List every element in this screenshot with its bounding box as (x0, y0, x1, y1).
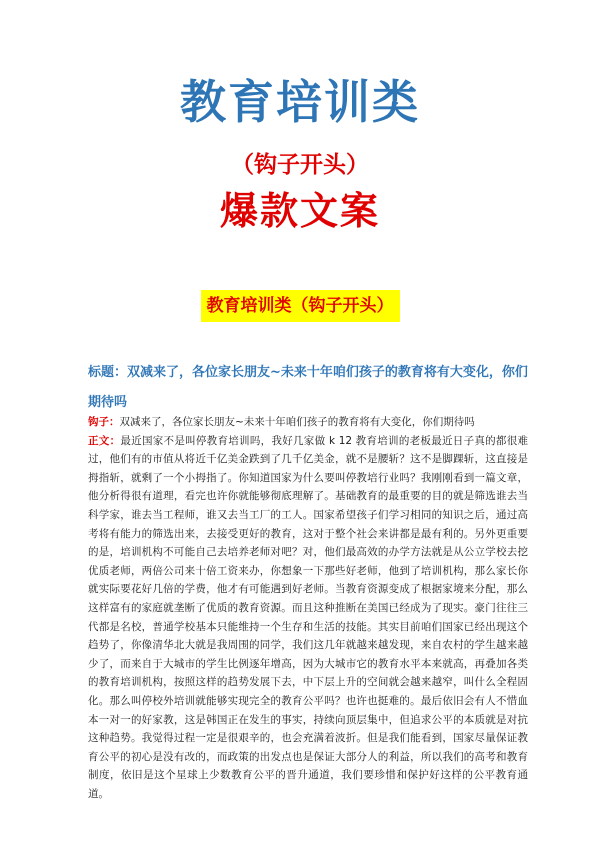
cover-tagline: 爆款文案 (219, 189, 380, 233)
article-text: 最近国家不是叫停教育培训吗，我好几家做 k 12 教育培训的老板最近日子真的都很难过，他们有的市值从将近千亿美金跌到了几千亿美金，就不是腰斩？这不是脚踝斩，这直接是拇指斩，就剩了一个小拇指了。你知道国家为什么要叫停教培行业吗？我刚刚看到一篇文章，他分析得很有道理，看完也许你就能够彻底理解了。基础教育的最重要的目的就是筛选谁去当科学家，谁去当工程师，谁又去当工厂的工人。国家希望孩子们学习相同的知识之后，通过高考将有能力的筛选出来，去接受更好的教育，这对于整个社会来讲都是最有利的。另外更重要的是，培训机构不可能自己去培养老师对吧？对，他们最高效的办学方法就是从公立学校去挖优质老师，两倍公司来十倍工资来办，你想象一下那些好老师，他到了培训机构，那么家长你就实际要花好几倍的学费，他才有可能遇到好老师。当教育资源变成了根据家境来分配，那么这样富有的家庭就垄断了优质的教育资源。而且这种推断在美国已经成为了现实。豪门往往三代都是名校，普通学校基本只能维持一个生存和生活的技能。其实目前咱们国家已经出现这个趋势了，你像清华北大就是我周围的同学，我们这几年就越来越发现，来自农村的学生越来越少了，而来自于大城市的学生比例逐年增高，因为大城市它的教育水平本来就高，再叠加各类的教育培训机构，按照这样的趋势发展下去，中下层上升的空间就会越来越窄，叫什么全程固化。那么叫停校外培训就能够实现完全的教育公平吗？也许也挺难的。最后依旧会有人不惜血本一对一的好家教，这是韩国正在发生的事实，持续向顶层集中，但追求公平的本质就是对抗这种趋势。我觉得过程一定是很艰辛的，也会充满着波折。但是我们能看到，国家尽量保证教育公平的初心是没有改的，而政策的出发点也是保证大部分人的利益，所以我们的高考和教育制度，依旧是这个星球上少数教育公平的晋升通道，我们要珍惜和保护好这样的公平教育通道。 (88, 434, 529, 800)
cover-title: 教育培训类 (180, 75, 420, 129)
hook-label: 钩子： (88, 416, 120, 428)
cover-subtitle: （钩子开头） (231, 152, 369, 178)
section-heading: 教育培训类（钩子开头） (201, 290, 400, 322)
hook-text: 双减来了，各位家长朋友~未来十年咱们孩子的教育将有大变化，你们期待吗 (119, 416, 475, 428)
article-label: 正文： (88, 434, 121, 447)
article-headline: 标题：双减来了，各位家长朋友~未来十年咱们孩子的教育将有大变化，你们期待吗 (88, 365, 528, 410)
section-heading-wrap (0, 290, 600, 322)
article-paragraph (88, 432, 528, 804)
hook-paragraph (88, 413, 528, 432)
article-body (88, 413, 528, 803)
